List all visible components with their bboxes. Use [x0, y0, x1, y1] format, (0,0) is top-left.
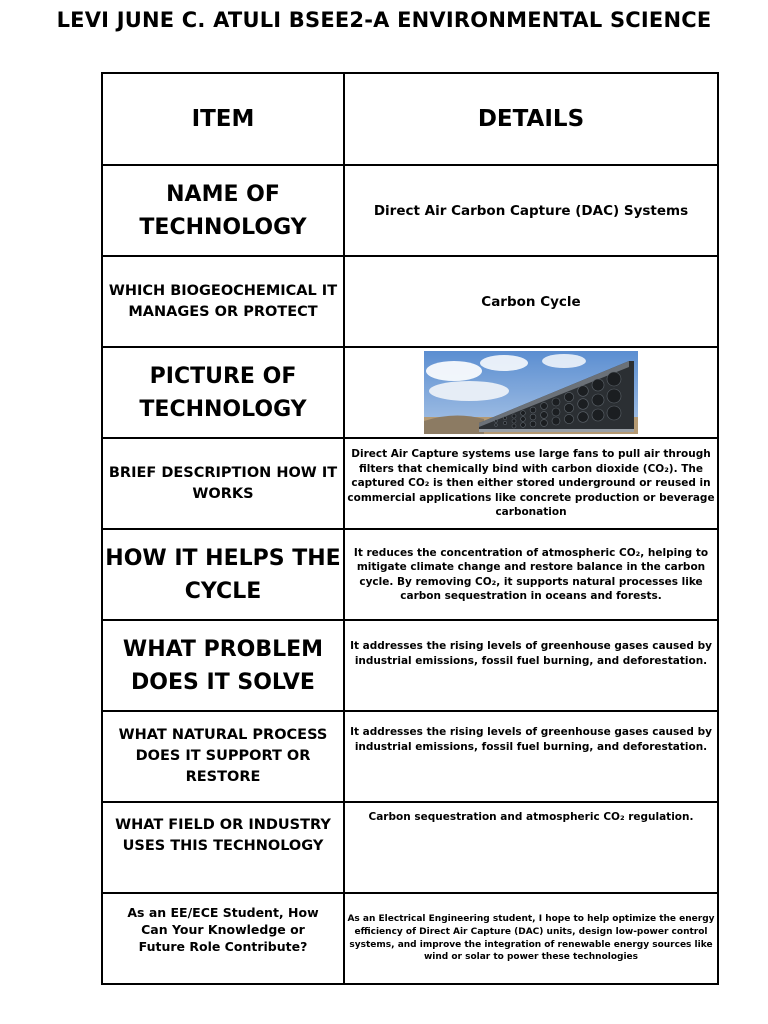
row-detail-natural-process: It addresses the rising levels of greenhouse gases caused by industrial emissions, fossil fuel burning, and deforestation. — [344, 711, 718, 802]
row-label-field: WHAT FIELD OR INDUSTRY USES THIS TECHNOLOGY — [102, 802, 344, 893]
table-row — [102, 347, 718, 438]
header-item: ITEM — [102, 73, 344, 165]
row-detail-helps-cycle: It reduces the concentration of atmospheric CO₂, helping to mitigate climate change and restore balance in the carbon cycle. By removing CO₂, it supports natural processes like carbon sequestration in oceans and forests. — [344, 529, 718, 620]
row-label-natural-process: WHAT NATURAL PROCESS DOES IT SUPPORT OR RESTORE — [102, 711, 344, 802]
table-row — [102, 893, 718, 984]
row-label-name: NAME OF TECHNOLOGY — [102, 165, 344, 256]
table-row — [102, 438, 718, 529]
table-header-row — [102, 73, 718, 165]
table-row — [102, 802, 718, 893]
row-label-helps-cycle: HOW IT HELPS THE CYCLE — [102, 529, 344, 620]
row-detail-biogeochemical: Carbon Cycle — [344, 256, 718, 347]
table-row — [102, 711, 718, 802]
row-detail-description: Direct Air Capture systems use large fans to pull air through filters that chemically bind with carbon dioxide (CO₂). The captured CO₂ is then either stored underground or reused in commercial applications like concrete production or beverage carbonation — [344, 438, 718, 529]
header-details: DETAILS — [344, 73, 718, 165]
row-detail-problem: It addresses the rising levels of greenhouse gases caused by industrial emissions, fossil fuel burning, and deforestation. — [344, 620, 718, 711]
row-label-problem: WHAT PROBLEM DOES IT SOLVE — [102, 620, 344, 711]
table-row — [102, 620, 718, 711]
row-label-picture: PICTURE OF TECHNOLOGY — [102, 347, 344, 438]
page-title: LEVI JUNE C. ATULI BSEE2-A ENVIRONMENTAL SCIENCE — [56, 8, 712, 32]
row-label-contribution: As an EE/ECE Student, How Can Your Knowledge or Future Role Contribute? — [102, 893, 344, 984]
row-label-description: BRIEF DESCRIPTION HOW IT WORKS — [102, 438, 344, 529]
row-detail-field: Carbon sequestration and atmospheric CO₂ regulation. — [344, 802, 718, 893]
table-row — [102, 529, 718, 620]
dac-facility-photo — [424, 351, 638, 434]
row-detail-name: Direct Air Carbon Capture (DAC) Systems — [344, 165, 718, 256]
row-detail-contribution: As an Electrical Engineering student, I hope to help optimize the energy efficiency of Direct Air Capture (DAC) units, design low-power control systems, and improve the integration of renewable energy sources like wind or solar to power these technologies — [344, 893, 718, 984]
technology-table — [101, 72, 719, 985]
table-row — [102, 165, 718, 256]
row-label-biogeochemical: WHICH BIOGEOCHEMICAL IT MANAGES OR PROTECT — [102, 256, 344, 347]
table-row — [102, 256, 718, 347]
row-detail-picture — [344, 347, 718, 438]
